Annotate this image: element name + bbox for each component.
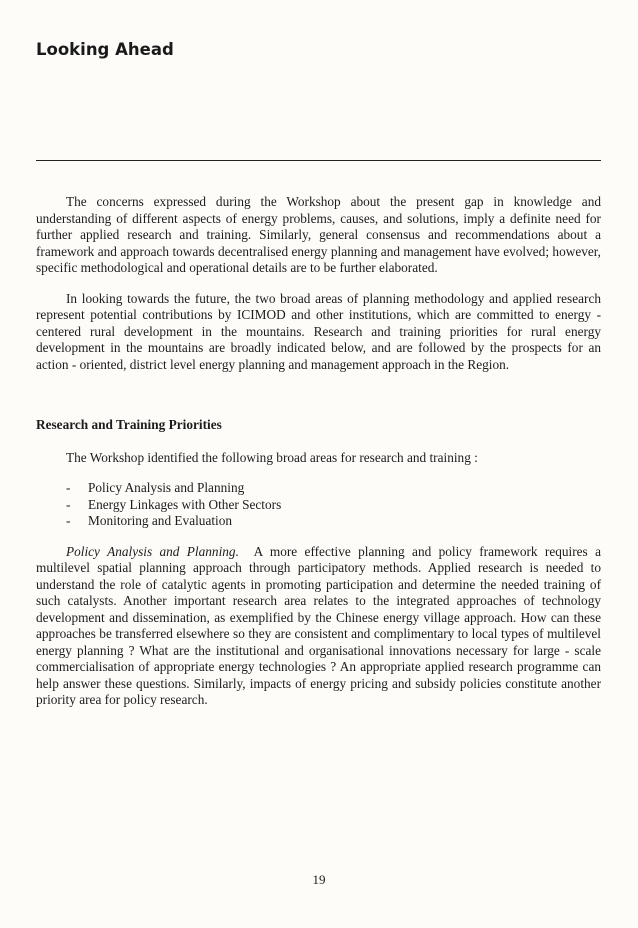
paragraph-concerns: The concerns expressed during the Workshop about the present gap in knowledge and understanding of different aspects of energy problems, causes, and solutions, imply a definite need for further applied research and training. Similarly, general consensus and recommendations about a framework and approach towards decentralised energy planning and management have evolved; however, specific methodological and operational details are to be further elaborated.	[36, 194, 601, 275]
list-item: - Energy Linkages with Other Sectors	[66, 497, 601, 514]
page-heading: Looking Ahead	[36, 40, 174, 59]
paragraph-future: In looking towards the future, the two broad areas of planning methodology and applied research represent potential contributions by ICIMOD and other institutions, which are committed to energy - centered rural development in the mountains. Research and training priorities for rural energy development in the mountains are broadly indicated below, and are followed by the prospects for an action - oriented, district level energy planning and management approach in the Region.	[36, 290, 601, 372]
list-item: - Monitoring and Evaluation	[66, 513, 601, 530]
body-text	[36, 194, 601, 709]
policy-text: A more effective planning and policy framework requires a multilevel spatial planning approach through participatory methods. Applied research is needed to understand the role of catalytic agents in promoting participation and determine the needed training of such catalysts. Another important research area relates to the integrated approaches of technology development and dissemination, as exemplified by the Chinese energy village approach. How can these approaches be transferred elsewhere so they are consistent and complimentary to local types of multilevel energy planning ? What are the institutional and organisational innovations necessary for large - scale commercialisation of appropriate energy technologies ? An appropriate applied research programme can help answer these questions. Similarly, impacts of energy pricing and subsidy policies constitute another priority area for policy research.	[36, 543, 601, 707]
policy-lead-in: Policy Analysis and Planning.	[66, 543, 239, 559]
page-number: 19	[312, 872, 326, 887]
section-intro: The Workshop identified the following broad areas for research and training :	[66, 449, 478, 465]
heading-divider	[36, 160, 601, 161]
priority-list	[36, 480, 601, 530]
paragraph-policy	[36, 544, 601, 709]
section-heading: Research and Training Priorities	[36, 417, 222, 432]
list-item: - Policy Analysis and Planning	[66, 480, 601, 497]
